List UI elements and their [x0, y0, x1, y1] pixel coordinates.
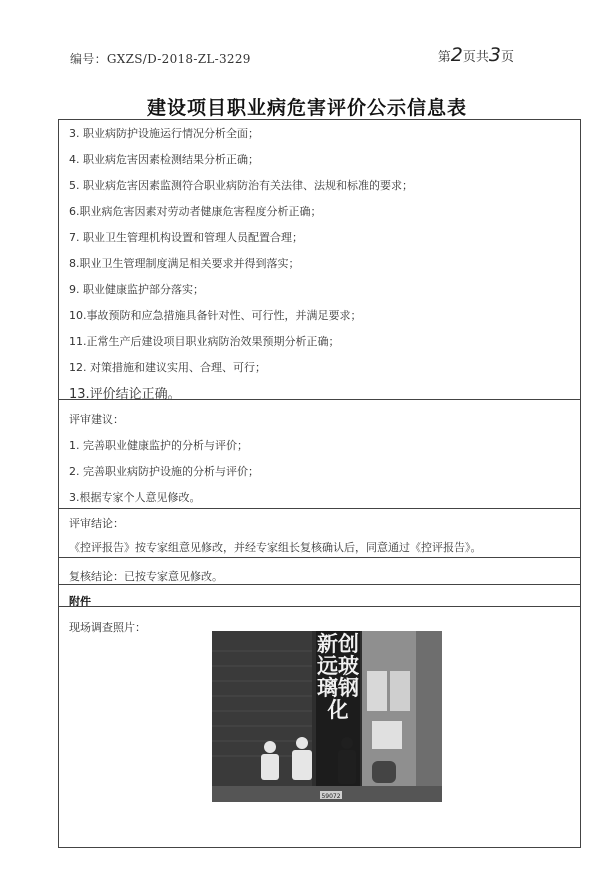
- page-current: 2: [450, 44, 463, 66]
- page-mid: 页共: [462, 50, 489, 65]
- page-total: 3: [488, 44, 501, 66]
- criteria-item: 10.事故预防和应急措施具备针对性、可行性，并满足要求；: [69, 309, 362, 322]
- criteria-item: 11.正常生产后建设项目职业病防治效果预期分析正确；: [69, 335, 340, 348]
- review-conclusion-heading: 评审结论：: [69, 517, 124, 530]
- vehicle-plate: 59072: [321, 793, 341, 800]
- review-conclusion-text: 《控评报告》按专家组意见修改，并经专家组长复核确认后，同意通过《控评报告》。: [69, 541, 482, 554]
- criteria-item: 5. 职业病危害因素监测符合职业病防治有关法律、法规和标准的要求；: [69, 179, 413, 192]
- criteria-item: 13.评价结论正确。: [69, 387, 181, 402]
- review-suggestion-item: 1. 完善职业健康监护的分析与评价；: [69, 439, 248, 452]
- page-indicator: [438, 44, 514, 66]
- site-survey-photo: [212, 631, 442, 802]
- criteria-item: 6.职业病危害因素对劳动者健康危害程度分析正确；: [69, 205, 322, 218]
- info-table: [58, 119, 581, 848]
- review-suggestions-heading: 评审建议：: [69, 413, 124, 426]
- criteria-item: 8.职业卫生管理制度满足相关要求并得到落实；: [69, 257, 300, 270]
- row-divider: [59, 508, 580, 509]
- photo-sign-text: 新创远玻璃钢化: [317, 631, 359, 722]
- page-suffix: 页: [500, 50, 514, 65]
- row-divider: [59, 584, 580, 585]
- review-suggestion-item: 2. 完善职业病防护设施的分析与评价；: [69, 465, 259, 478]
- review-suggestion-item: 3.根据专家个人意见修改。: [69, 491, 201, 504]
- page-title: 建设项目职业病危害评价公示信息表: [146, 97, 467, 119]
- header-row: [70, 44, 514, 70]
- criteria-item: 12. 对策措施和建议实用、合理、可行；: [69, 361, 266, 374]
- criteria-item: 7. 职业卫生管理机构设置和管理人员配置合理；: [69, 231, 303, 244]
- criteria-item: 4. 职业病危害因素检测结果分析正确；: [69, 153, 259, 166]
- row-divider: [59, 606, 580, 607]
- attachment-heading: 附件: [69, 595, 91, 608]
- row-divider: [59, 399, 580, 400]
- photo-label: 现场调查照片：: [69, 621, 146, 634]
- page-prefix: 第: [437, 50, 451, 65]
- recheck-conclusion: 复核结论：已按专家意见修改。: [69, 570, 223, 583]
- criteria-item: 3. 职业病防护设施运行情况分析全面；: [69, 127, 259, 140]
- document-number: 编号：GXZS/D-2018-ZL-3229: [70, 52, 251, 66]
- row-divider: [59, 557, 580, 558]
- criteria-item: 9. 职业健康监护部分落实；: [69, 283, 204, 296]
